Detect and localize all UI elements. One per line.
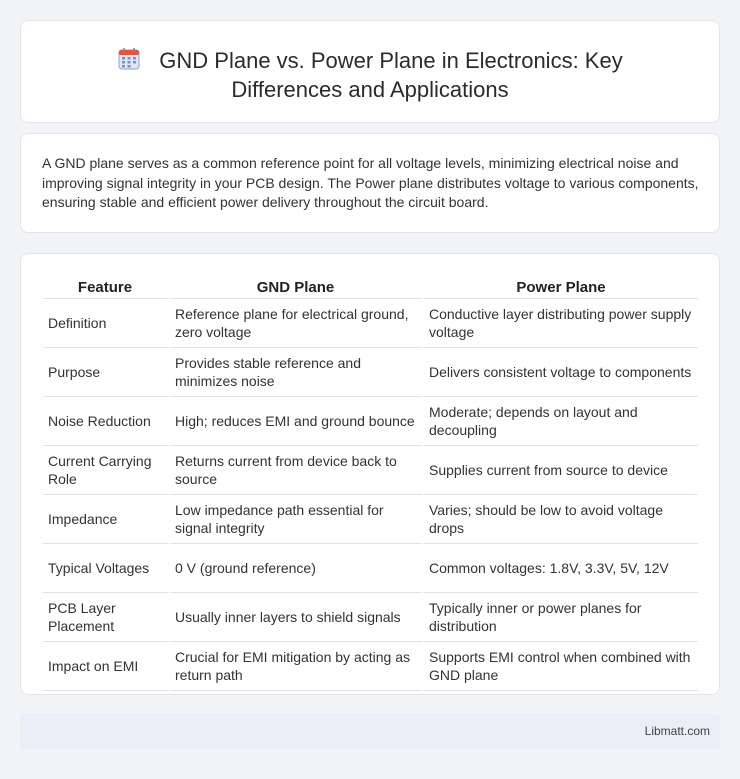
intro-text: A GND plane serves as a common reference point for all voltage levels, minimizing electrical noise and improving signal integrity in your PCB design. The Power plane distributes voltage to various components, ensuring stable and efficient power delivery throughout the circuit board.	[42, 155, 699, 210]
gnd-cell: Provides stable reference and minimizes noise	[170, 348, 424, 397]
table-row	[43, 446, 698, 495]
footer	[20, 714, 720, 749]
header-power-plane: Power Plane	[424, 277, 698, 299]
feature-cell: Current Carrying Role	[43, 446, 170, 495]
page-title	[21, 46, 719, 104]
title-card	[20, 20, 720, 123]
feature-cell: Impedance	[43, 495, 170, 544]
feature-cell: Noise Reduction	[43, 397, 170, 446]
table-row	[43, 593, 698, 642]
table-row	[43, 299, 698, 348]
comparison-table	[43, 277, 698, 691]
calendar-icon	[117, 47, 141, 71]
table-row	[43, 642, 698, 691]
table-row	[43, 397, 698, 446]
title-line-1: GND Plane vs. Power Plane in Electronics: Key	[159, 48, 623, 73]
intro-card	[20, 133, 720, 233]
gnd-cell: 0 V (ground reference)	[170, 544, 424, 593]
power-cell: Moderate; depends on layout and decoupling	[424, 397, 698, 446]
gnd-cell: Crucial for EMI mitigation by acting as return path	[170, 642, 424, 691]
feature-cell: Definition	[43, 299, 170, 348]
power-cell: Delivers consistent voltage to components	[424, 348, 698, 397]
power-cell: Supports EMI control when combined with GND plane	[424, 642, 698, 691]
table-row	[43, 495, 698, 544]
power-cell: Supplies current from source to device	[424, 446, 698, 495]
table-row	[43, 544, 698, 593]
power-cell: Conductive layer distributing power supply voltage	[424, 299, 698, 348]
table-row	[43, 348, 698, 397]
footer-brand[interactable]: Libmatt.com	[644, 724, 710, 738]
feature-cell: PCB Layer Placement	[43, 593, 170, 642]
gnd-cell: Returns current from device back to source	[170, 446, 424, 495]
feature-cell: Typical Voltages	[43, 544, 170, 593]
gnd-cell: Low impedance path essential for signal integrity	[170, 495, 424, 544]
gnd-cell: High; reduces EMI and ground bounce	[170, 397, 424, 446]
feature-cell: Purpose	[43, 348, 170, 397]
header-gnd-plane: GND Plane	[170, 277, 424, 299]
power-cell: Varies; should be low to avoid voltage drops	[424, 495, 698, 544]
title-line-2: Differences and Applications	[231, 77, 509, 102]
comparison-table-card	[20, 253, 720, 695]
feature-cell: Impact on EMI	[43, 642, 170, 691]
header-feature: Feature	[43, 277, 170, 299]
gnd-cell: Reference plane for electrical ground, zero voltage	[170, 299, 424, 348]
table-header-row	[43, 277, 698, 299]
power-cell: Common voltages: 1.8V, 3.3V, 5V, 12V	[424, 544, 698, 593]
gnd-cell: Usually inner layers to shield signals	[170, 593, 424, 642]
power-cell: Typically inner or power planes for distribution	[424, 593, 698, 642]
